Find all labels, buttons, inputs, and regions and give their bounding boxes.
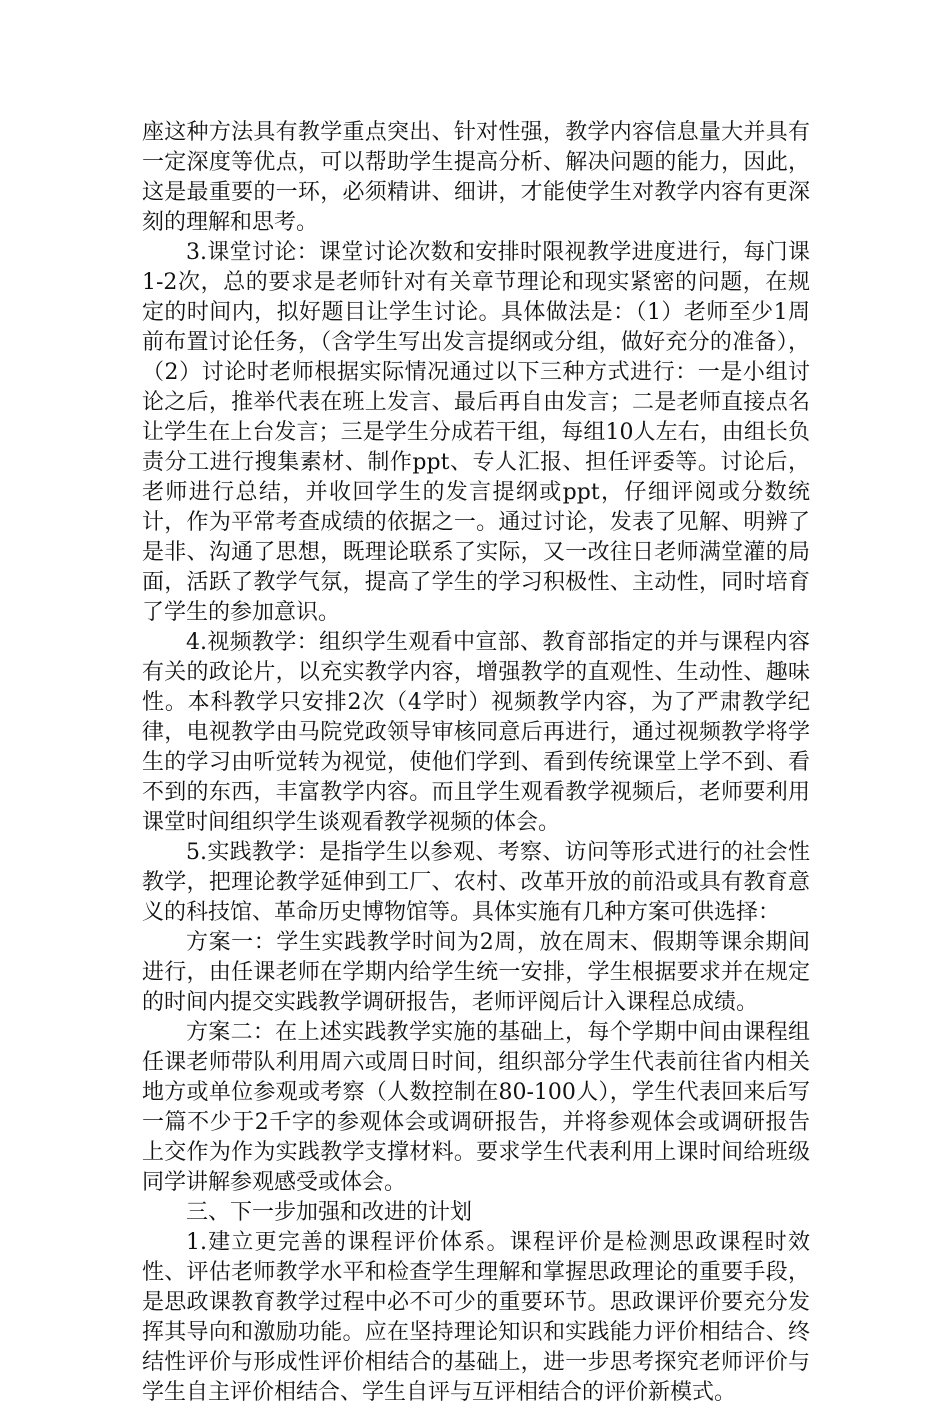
paragraph-practice-teaching: 5.实践教学：是指学生以参观、考察、访问等形式进行的社会性教学，把理论教学延伸到工厂、农村、改革开放的前沿或具有教育意义的科技馆、革命历史博物馆等。具体实施有几种方案可供选择： [142,840,810,925]
paragraph-class-discussion: 3.课堂讨论：课堂讨论次数和安排时限视教学进度进行，每门课1-2次，总的要求是老师针对有关章节理论和现实紧密的问题，在规定的时间内，拟好题目让学生讨论。具体做法是：（1）老师至少1周前布置讨论任务，（含学生写出发言提纲或分组，做好充分的准备），（2）讨论时老师根据实际情况通过以下三种方式进行：一是小组讨论之后，推举代表在班上发言、最后再自由发言；二是老师直接点名让学生在上台发言；三是学生分成若干组，每组10人左右，由组长负责分工进行搜集素材、制作ppt、专人汇报、担任评委等。讨论后，老师进行总结，并收回学生的发言提纲或ppt，仔细评阅或分数统计，作为平常考查成绩的依据之一。通过讨论，发表了见解、明辨了是非、沟通了思想，既理论联系了实际，又一改往日老师满堂灌的局面，活跃了教学气氛，提高了学生的学习积极性、主动性，同时培育了学生的参加意识。 [142,240,810,625]
paragraph-plan-one: 方案一：学生实践教学时间为2周，放在周末、假期等课余期间进行，由任课老师在学期内给学生统一安排，学生根据要求并在规定的时间内提交实践教学调研报告，老师评阅后计入课程总成绩。 [142,930,810,1015]
section-heading-next-steps: 三、下一步加强和改进的计划 [186,1200,473,1225]
paragraph-plan-two: 方案二：在上述实践教学实施的基础上，每个学期中间由课程组任课老师带队利用周六或周日时间，组织部分学生代表前往省内相关地方或单位参观或考察（人数控制在80-100人），学生代表回来后写一篇不少于2千字的参观体会或调研报告，并将参观体会或调研报告上交作为作为实践教学支撑材料。要求学生代表利用上课时间给班级同学讲解参观感受或体会。 [142,1020,810,1195]
document-body [142,118,810,1408]
paragraph-video-teaching: 4.视频教学：组织学生观看中宣部、教育部指定的并与课程内容有关的政论片，以充实教学内容，增强教学的直观性、生动性、趣味性。本科教学只安排2次（4学时）视频教学内容，为了严肃教学纪律，电视教学由马院党政领导审核同意后再进行，通过视频教学将学生的学习由听觉转为视觉，使他们学到、看到传统课堂上学不到、看不到的东西，丰富教学内容。而且学生观看教学视频后，老师要利用课堂时间组织学生谈观看教学视频的体会。 [142,630,810,835]
paragraph-lecture-continued: 座这种方法具有教学重点突出、针对性强，教学内容信息量大并具有一定深度等优点，可以帮助学生提高分析、解决问题的能力，因此，这是最重要的一环，必须精讲、细讲，才能使学生对教学内容有更深刻的理解和思考。 [142,120,810,235]
paragraph-evaluation-system: 1.建立更完善的课程评价体系。课程评价是检测思政课程时效性、评估老师教学水平和检查学生理解和掌握思政理论的重要手段，是思政课教育教学过程中必不可少的重要环节。思政课评价要充分发挥其导向和激励功能。应在坚持理论知识和实践能力评价相结合、终结性评价与形成性评价相结合的基础上，进一步思考探究老师评价与学生自主评价相结合、学生自评与互评相结合的评价新模式。 [142,1230,810,1405]
